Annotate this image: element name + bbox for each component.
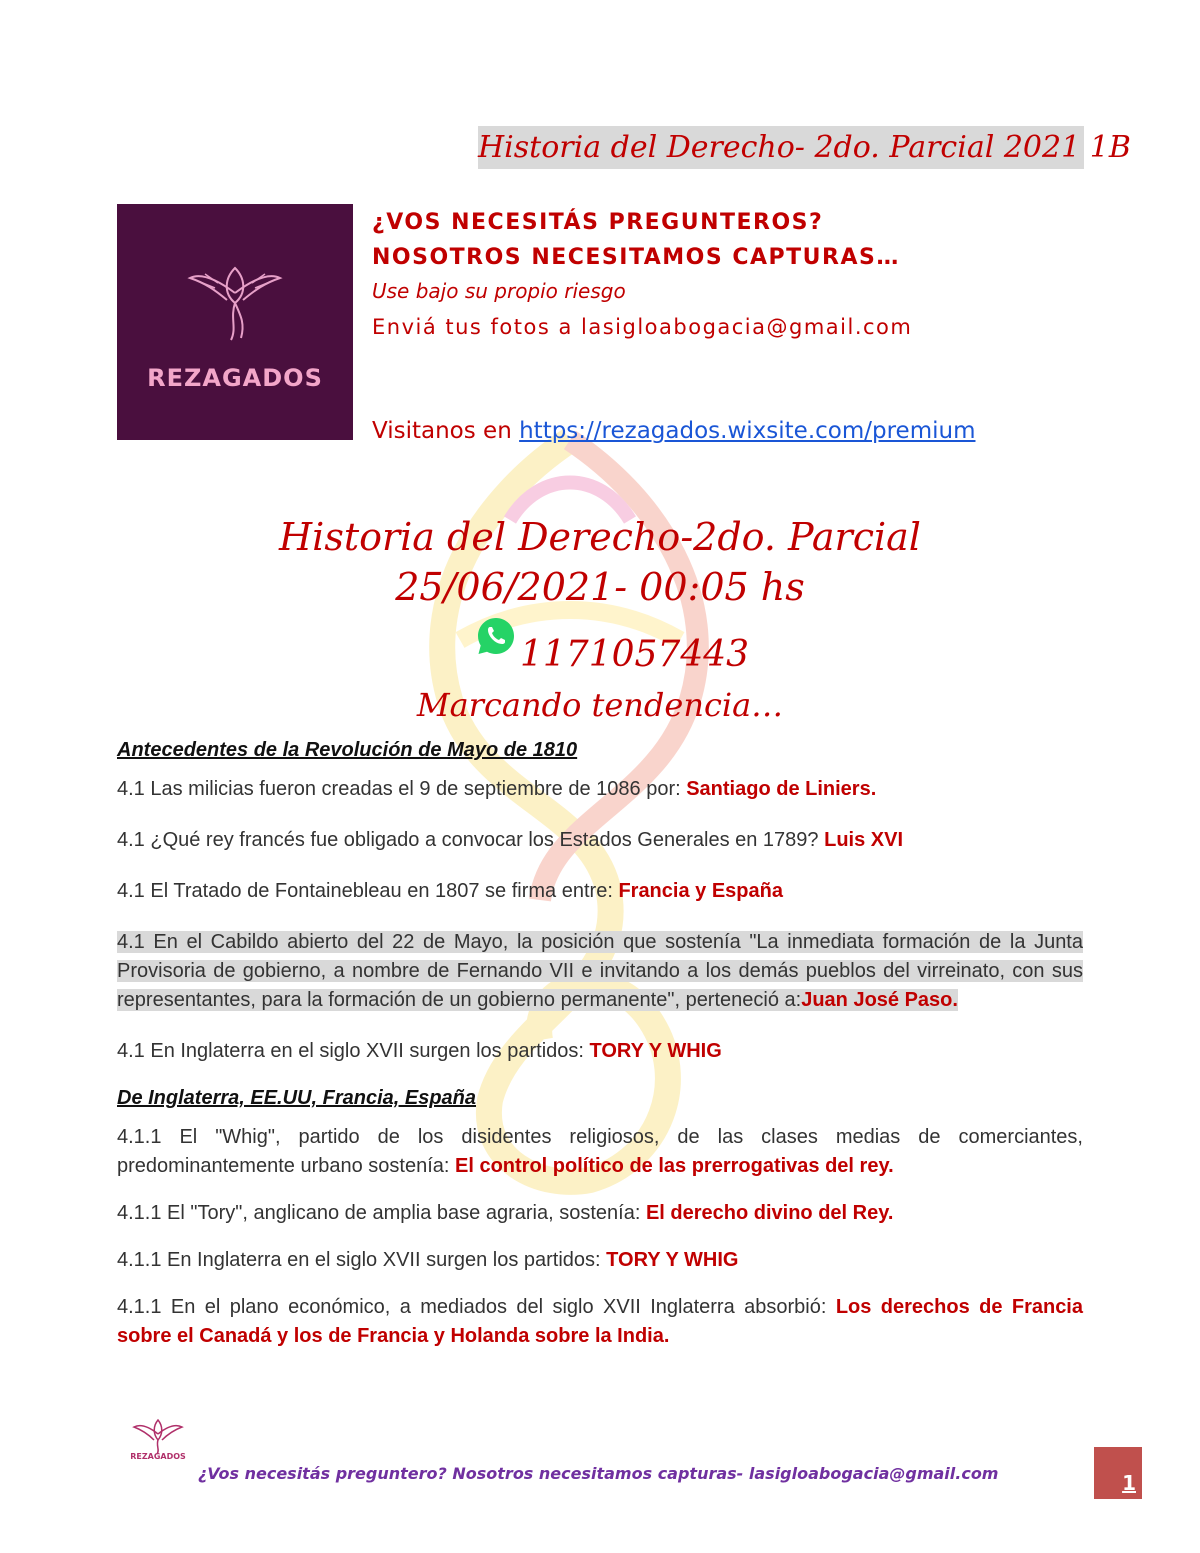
main-title-line-2: 25/06/2021- 00:05 hs (395, 565, 805, 609)
question-item-highlighted (117, 928, 1083, 1015)
promo-risk-note: Use bajo su propio riesgo (372, 279, 626, 303)
section-heading: De Inglaterra, EE.UU, Francia, España (117, 1087, 477, 1109)
main-title-line-1: Historia del Derecho-2do. Parcial (279, 515, 921, 559)
question-text: 4.1 El Tratado de Fontainebleau en 1807 se firma entre: (117, 880, 619, 902)
phone-row (476, 616, 749, 676)
section-heading: Antecedentes de la Revolución de Mayo de 1810 (117, 739, 578, 761)
question-text: 4.1 En Inglaterra en el siglo XVII surgen los partidos: (117, 1040, 590, 1062)
answer-text: Santiago de Liniers. (686, 778, 877, 800)
promo-line-2: NOSOTROS NECESITAMOS CAPTURAS… (372, 245, 900, 270)
page-number: 1 (1122, 1471, 1136, 1495)
question-item (117, 1037, 1083, 1066)
phoenix-icon (185, 248, 285, 348)
promo-send-email: Enviá tus fotos a lasigloabogacia@gmail.com (372, 315, 913, 339)
answer-text: Luis XVI (824, 829, 904, 851)
answer-text: TORY Y WHIG (606, 1249, 739, 1271)
answer-text: El control político de las prerrogativas del rey. (455, 1155, 894, 1177)
question-item (117, 826, 1083, 855)
question-text: 4.1 ¿Qué rey francés fue obligado a convocar los Estados Generales en 1789? (117, 829, 825, 851)
question-text: 4.1 Las milicias fueron creadas el 9 de septiembre de 1086 por: (117, 778, 687, 800)
question-item (117, 877, 1083, 906)
answer-text: TORY Y WHIG (589, 1040, 722, 1062)
visit-prefix: Visitanos en (372, 418, 520, 444)
main-title (0, 512, 1200, 612)
page-number-box (1094, 1447, 1142, 1499)
footer-logo-text: REZAGADOS (130, 1452, 186, 1461)
phone-number: 1171057443 (520, 634, 750, 675)
answer-text: Juan José Paso. (801, 989, 958, 1011)
answer-text: Francia y España (618, 880, 783, 902)
premium-link[interactable]: https://rezagados.wixsite.com/premium (519, 418, 976, 444)
question-text: 4.1.1 En el plano económico, a mediados del siglo XVII Inglaterra absorbió: (117, 1296, 836, 1318)
answer-text: Los derechos de Francia sobre el Canadá y los de Francia y Holanda sobre la India. (117, 1296, 1083, 1347)
question-item (117, 1293, 1083, 1351)
question-text: 4.1.1 El "Tory", anglicano de amplia base agraria, sostenía: (117, 1202, 646, 1224)
trend-subtitle: Marcando tendencia… (416, 686, 784, 724)
question-text: 4.1.1 En Inglaterra en el siglo XVII surgen los partidos: (117, 1249, 607, 1271)
question-item (117, 1123, 1083, 1181)
question-item (117, 1199, 1083, 1228)
logo-text: REZAGADOS (147, 364, 323, 392)
question-item (117, 1246, 1083, 1275)
header-title: Historia del Derecho- 2do. Parcial 2021 1B (478, 126, 1084, 169)
promo-block (372, 205, 912, 347)
question-text: 4.1.1 El "Whig", partido de los disidentes religiosos, de las clases medias de comerciantes, predominantemente urbano sostenía: (117, 1126, 1083, 1177)
whatsapp-icon (476, 616, 516, 656)
rezagados-logo (117, 204, 353, 440)
question-item (117, 775, 1083, 804)
visit-line (372, 418, 975, 444)
answer-text: El derecho divino del Rey. (645, 1202, 894, 1224)
footer-text: ¿Vos necesitás preguntero? Nosotros necesitamos capturas- lasigloabogacia@gmail.com (198, 1464, 999, 1483)
promo-line-1: ¿VOS NECESITÁS PREGUNTEROS? (372, 210, 824, 235)
questions-content (117, 736, 1083, 1373)
question-text: 4.1 En el Cabildo abierto del 22 de Mayo, la posición que sostenía "La inmediata formación de la Junta Provisoria de gobierno, a nombre de Fernando VII e invitando a los demás pueblos del virreinato, con sus representantes, para la formación de un gobierno permanente", perteneció a: (117, 931, 1083, 1011)
